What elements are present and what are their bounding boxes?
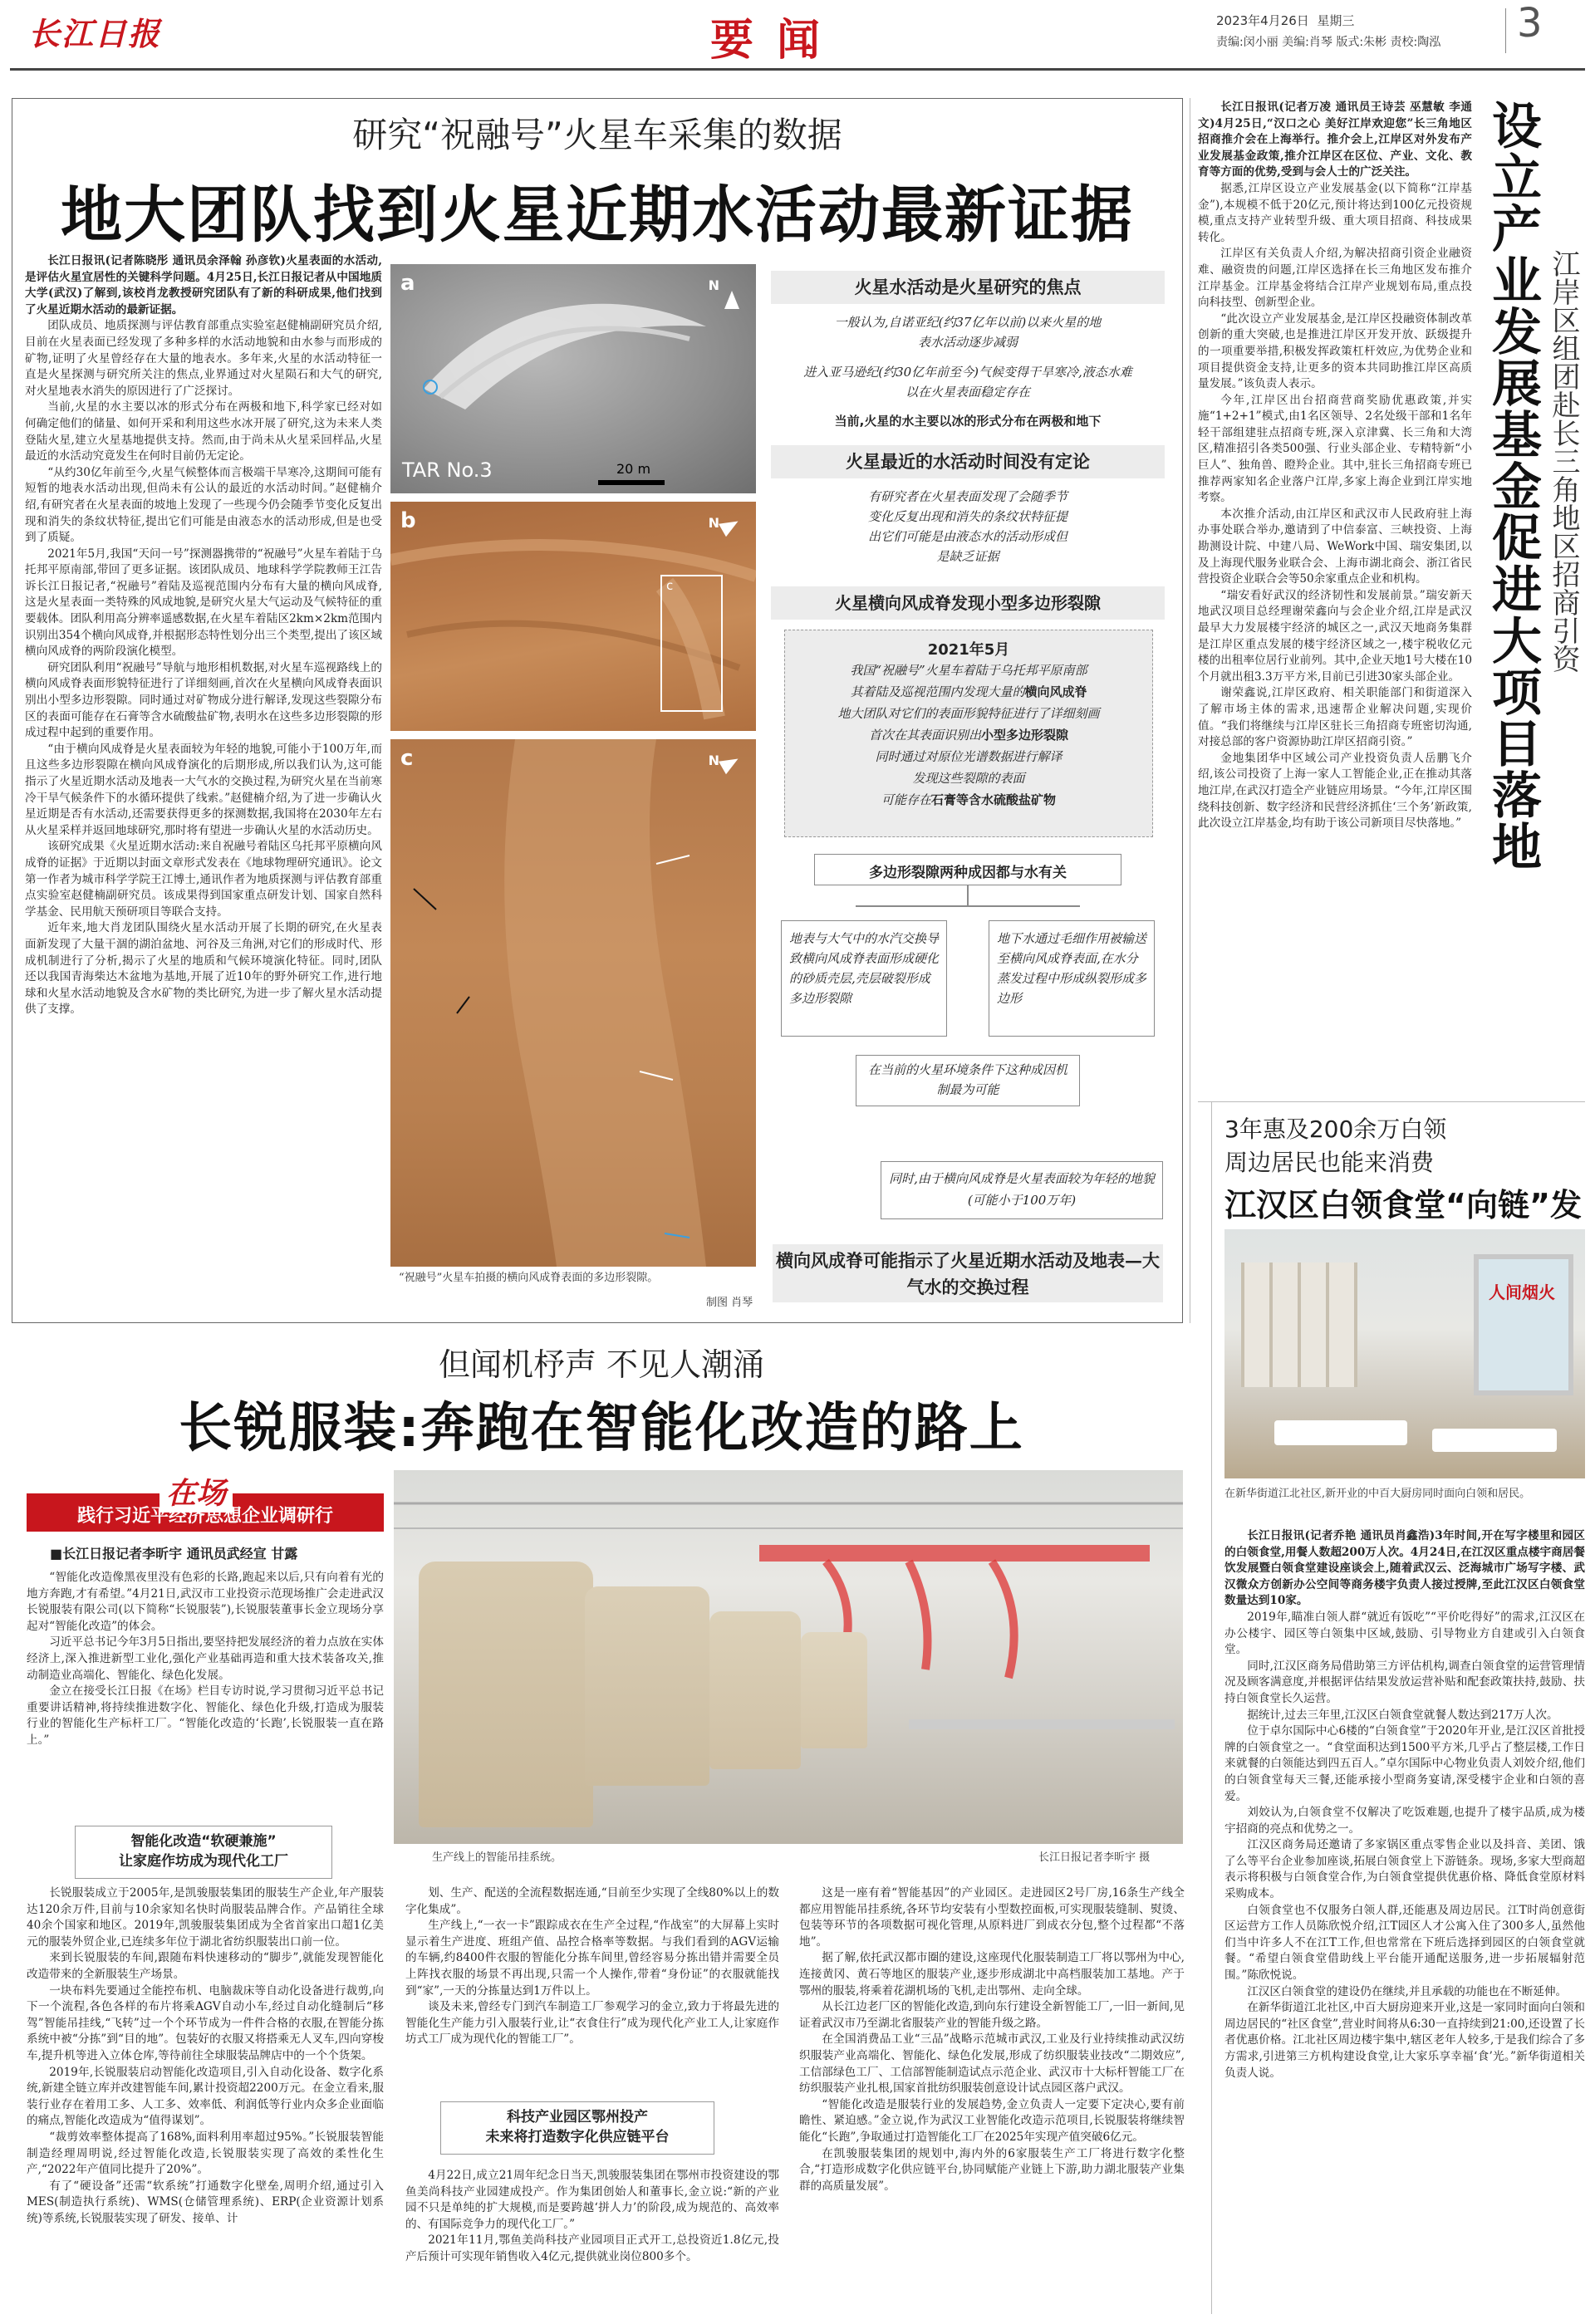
- north-a-label: N: [708, 277, 719, 293]
- garment-col1-p6: 有了“硬设备”还需“软系统”打通数字化壁垒,周明介绍,通过引入MES(制造执行系统)、WMS(仓储管理系统)、ERP(企业资源计划系统)等系统,长锐服装实现了研发、接单、计: [27, 2179, 384, 2225]
- factory-photo-credit: 长江日报记者李昕宇 摄: [1038, 1851, 1151, 1864]
- mars-body-p4: “从约30亿年前至今,火星气候整体而言极端干旱寒冷,这期间可能有短暂的地表水活动出现,但尚未有公认的最近的水活动时间。”赵健楠介绍,有研究者在火星表面的坡地上发现了一些现今仍会随季节变化反复出现和消失的条纹状特征,提出它们可能是由液态水的活动形成,但是也受到了质疑。: [25, 465, 382, 545]
- north-arrow-a-icon: [724, 291, 739, 309]
- canteen-body-p4: 据统计,过去三年里,江汉区白领食堂就餐人数达到217万人次。: [1247, 1708, 1558, 1722]
- garment-intro-p3: 金立在接受长江日报《在场》栏目专访时说,学习贯彻习近平总书记重要讲话精神,将持续推进数字化、智能化、绿色化升级,打造成为服装行业的智能化生产标杆工厂。“智能化改造的‘长跑’,长锐服装一直在路上。”: [27, 1684, 384, 1747]
- garment-col3-p3: 从长江边老厂区的智能化改造,到向东行建设全新智能工厂,一旧一新间,见证着武汉市乃至湖北省服装产业的智能升级之路。: [799, 2000, 1185, 2030]
- mars-photo-panel-a: [390, 264, 756, 493]
- jiangan-body-p8: 谢荣鑫说,江岸区政府、相关职能部门和街道深入了解市场主体的需求,迅速帮企业解决问题,实现价值。“我们将继续与江岸区驻长三角招商专班密切沟通,对接总部的客户资源协助江岸区招商引资。”: [1198, 686, 1472, 749]
- flow-branch-h: [856, 905, 1080, 907]
- garment-col-2: [405, 1885, 779, 2048]
- garment-intro-p2: 习近平总书记今年3月5日指出,要坚持把发展经济的着力点放在实体经济上,深入推进新型工业化,强化产业基础再造和重大技术装备攻关,推动制造业高端化、智能化、绿色化发展。: [27, 1635, 384, 1682]
- canteen-body-p10: 在新华街道江北社区,中百大厨房迎来开业,这是一家同时面向白领和周边居民的“社区食堂”,营业时间将从6:30一直持续到21:00,还设置了长者优惠价格。江北社区周边楼宇集中,辖区老年人较多,于是我们综合了多方需求,引进第三方机构建设食堂,让大家乐享幸福‘食’光。”新华街道相关负责人说。: [1224, 2001, 1585, 2080]
- weekday-text: 星期三: [1317, 13, 1355, 28]
- flow-text-5-2-wrap: [784, 683, 1153, 700]
- scale-label: 20 m: [616, 461, 651, 477]
- garment-col1-p1: 长锐服装成立于2005年,是凯骏服装集团的服装生产企业,年产服装达120余万件,目前与10余家知名快时尚服装品牌合作。产品销往全球40余个国家和地区。2019年,凯骏服装集团成为全省首家出口超1亿美元的服装外贸企业,已连续多年位于湖北省纺织服装出口前一位。: [27, 1886, 384, 1949]
- right-article-divider: [1198, 1101, 1585, 1102]
- detail-box: [660, 575, 723, 712]
- jiangan-body-p6: 本次推介活动,由江岸区和武汉市人民政府驻上海办事处联合举办,邀请到了中信泰富、三峡投资、上海勘测设计院、中建八局、WeWork中国、瑞安集团,以及上海现代服务业联合会、上海市湖北商会、浙江省民营投资企业联合会等50余家重点企业和机构。: [1198, 507, 1472, 586]
- editors-line: 责编:闵小丽 美编:肖琴 版式:朱彬 责校:陶泓: [1216, 36, 1441, 49]
- mars-body-p9: 近年来,地大肖龙团队围绕火星水活动开展了长期的研究,在火星表面新发现了大量干涸的湖泊盆地、河谷及三角洲,对它们的形成时代、形成机制进行了分析,揭示了火星的地质和气候环境演化特征。同时,团队还以我国青海柴达木盆地为基地,开展了近10年的野外研究工作,进行地球和火星水活动地貌及含水矿物的类比研究,为进一步了解火星水活动提供了支撑。: [25, 921, 382, 1017]
- flow-text-5-1: 我国“祝融号”火星车着陆于乌托邦平原南部: [850, 663, 1087, 678]
- masthead-rule: [10, 68, 1585, 71]
- garment-col-2-lower: [405, 2168, 779, 2266]
- subhead-1-box: [75, 1826, 332, 1879]
- flow-branch-line: [967, 885, 969, 905]
- garment-byline: ■长江日报记者李昕宇 通讯员武经宣 甘露: [50, 1546, 298, 1562]
- garment-col2-p5: 2021年11月,鄂鱼美尚科技产业园项目正式开工,总投资近1.8亿元,投产后预计可实现年销售收入4亿元,提供就业岗位800多个。: [405, 2233, 779, 2263]
- north-c-label: N: [708, 753, 719, 768]
- mars-body-p6: 研究团队利用“祝融号”导航与地形相机数据,对火星车巡视路线上的横向风成脊表面形貌特征进行了详细刻画,首次在火星横向风成脊表面识别出小型多边形裂隙。同时通过对矿物成分进行解译,发现这些裂隙分布区的表面可能存在石膏等含水硫酸盐矿物,表明水在这些多边形裂隙的形成过程中起到的重要作用。: [25, 660, 382, 740]
- mars-photo-panel-b: [390, 502, 756, 731]
- flow-text-5-4-wrap: [784, 726, 1153, 743]
- canteen-body-p6: 刘姣认为,白领食堂不仅解决了吃饭难题,也提升了楼宇品质,成为楼宇招商的亮点和优势之一。: [1224, 1806, 1585, 1836]
- flow-text-8: 同时,由于横向风成脊是火星表面较为年轻的地貌(可能小于100万年): [889, 1171, 1155, 1208]
- mars-body-p8: 该研究成果《火星近期水活动:来自祝融号着陆区乌托邦平原横向风成脊的证据》于近期以封面文章形式发表在《地球物理研究通讯》。论文第一作者为城市科学学院王江博士,通讯作者为地质探测与评估教育部重点实验室赵健楠副研究员。该成果得到国家重点研发计划、国家自然科学基金、民用航天预研项目等联合支持。: [25, 840, 382, 919]
- flow-keyword-gypsum: 石膏等含水硫酸盐矿物: [931, 792, 1057, 807]
- flow-text-5-7-wrap: [784, 791, 1153, 808]
- flow-cause-a: 地表与大气中的水汽交换导致横向风成脊表面形成硬化的砂质壳层,壳层破裂形成多边形裂隙: [789, 931, 940, 1006]
- garment-col2-p2: 生产线上,“一衣一卡”跟踪成衣在生产全过程,“作战室”的大屏幕上实时显示着生产进度、班组产值、品控合格率等数据。与我们看到的AGV运输的车辆,约8400件衣服的智能化分拣车间里,曾经容易分拣出错并需要全员上阵找衣服的场景不再出现,只需一个人操作,带着“身份证”的衣服就能找到“家”,一天的分拣量达到1万件以上。: [405, 1919, 779, 1998]
- mars-flow-infographic: [764, 264, 1171, 1311]
- garment-headline: 长锐服装:奔跑在智能化改造的路上: [179, 1398, 1024, 1459]
- mars-body-p2: 团队成员、地质探测与评估教育部重点实验室赵健楠副研究员介绍,目前在火星表面已经发现了多种多样的水活动地貌和由水参与而形成的矿物,证明了火星曾经存在大量的地表水。多年来,火星的水活动特征一直是火星探测与研究所关注的焦点,业界通过对火星陨石和大气的研究,对火星地表水消失的原因进行了广泛探讨。: [25, 319, 382, 398]
- mars-headline: 地大团队找到火星近期水活动最新证据: [61, 179, 1134, 251]
- panel-c-label: c: [400, 746, 414, 771]
- mars-kicker: 研究“祝融号”火星车采集的数据: [352, 115, 842, 155]
- panel-b-label: b: [400, 508, 416, 533]
- flow-keyword-cracks: 小型多边形裂隙: [981, 728, 1069, 743]
- jiangan-body-p7: “瑞安看好武汉的经济韧性和发展前景。”瑞安新天地武汉项目总经理谢荣鑫向与会企业介绍,江岸是武汉最早大力发展楼宇经济的城区之一,武汉天地商务集群是江岸区重点发展的楼宇经济区域之一,楼宇税收亿元楼的出租率位居行业前列。其中,企业天地1号大楼在10个月就出租3.3万平方米,目前已引进30家头部企业。: [1198, 588, 1472, 684]
- jiangan-subheadline: 江岸区组团赴长三角地区招商引资: [1547, 249, 1580, 673]
- subhead-2-box: [440, 2101, 714, 2155]
- mars-ridge-surface-c: [390, 739, 756, 1267]
- garment-col3-p4: 在全国消费品工业“三品”战略示范城市武汉,工业及行业持续推动武汉纺织服装产业高端化、智能化、绿色化发展,形成了纺织服装业技改“二期效应”,工信部绿色工厂、工信部智能制造试点示范企业、武汉市十大标杆智能工厂在纺织服装产业扎根,国家首批纺织服装创意设计试点园区落户武汉。: [799, 2032, 1185, 2096]
- flow-text-5-7: 可能存在: [881, 792, 931, 807]
- canteen-wall-shelf: [1241, 1263, 1357, 1387]
- canteen-kicker: 3年惠及200余万白领: [1224, 1115, 1447, 1143]
- canteen-photo: [1224, 1229, 1585, 1478]
- flow-text-1: 一般认为,自诺亚纪(约37亿年以前)以来火星的地表水活动逐步减弱: [834, 315, 1102, 350]
- mars-body: [25, 253, 382, 1018]
- north-b-label: N: [708, 515, 719, 531]
- canteen-table-1: [1274, 1420, 1407, 1445]
- mars-photo-caption: “祝融号”火星车拍摄的横向风成脊表面的多边形裂隙。: [399, 1272, 659, 1284]
- flow-keyword-ridge: 横向风成脊: [1024, 684, 1087, 699]
- garment-col2-p1: 划、生产、配送的全流程数据连通,“目前至少实现了全线80%以上的数字化集成”。: [405, 1886, 779, 1916]
- jacket-3: [709, 1611, 801, 1769]
- subhead-2b: 未来将打造数字化供应链平台: [485, 2129, 670, 2145]
- canteen-body-p7: 江汉区商务局还邀请了多家锅区重点零售企业以及抖音、美团、饿了么等平台企业参加座谈,拓展白领食堂上下游链条。现场,多家大型商超表示将积极与白领食堂合作,为白领食堂提供优惠价格、降低食堂原材料采购成本。: [1224, 1838, 1585, 1901]
- flow-year: 2021年5月: [927, 641, 1010, 659]
- mars-body-p3: 当前,火星的水主要以冰的形式分布在两极和地下,科学家已经对如何确定他们的储量、如何开采和利用这些水冰开展了研究,这为未来人类登陆火星,建立火星基地提供支持。然而,由于尚未从火星采回样品,火星最近的水活动究竟发生在何时目前仍无定论。: [25, 400, 382, 463]
- flow-heading-1: 火星水活动是火星研究的焦点: [771, 271, 1165, 304]
- flow-text-2: 进入亚马逊纪(约30亿年前至今)气候变得干旱寒冷,液态水难以在火星表面稳定存在: [803, 365, 1132, 400]
- flow-text-5-2: 其着陆及巡视范围内发现大量的: [850, 684, 1025, 699]
- canteen-body-p8: 白领食堂也不仅服务白领人群,还能惠及周边居民。江T时尚创意街区运营方工作人员陈欣悦介绍,江T园区人才公寓入住了300多人,虽然他们当中许多人不在江T工作,但也常常在下班后选择到园区的白领食堂就餐。“希望白领食堂借助线上平台能开通配送服务,进一步拓展辐射范围。”陈欣悦说。: [1224, 1903, 1585, 1983]
- garment-kicker: 但闻机杼声 不见人潮涌: [438, 1346, 765, 1383]
- masthead: [0, 0, 1595, 65]
- subhead-1b: 让家庭作坊成为现代化工厂: [119, 1853, 288, 1870]
- garment-col3-p2: 据了解,依托武汉都市圈的建设,这座现代化服装制造工厂将以鄂州为中心,连接黄冈、黄石等地区的服装产业,逐步形成湖北中高档服装加工基地。产于鄂州的服装,将乘着花湖机场的飞机,走出鄂州、走向全球。: [799, 1951, 1185, 1998]
- garment-col-3: [799, 1885, 1185, 2194]
- jacket-4: [801, 1632, 867, 1748]
- flow-text-5-5: 同时通过对原位光谱数据进行解译: [875, 749, 1063, 764]
- garment-col3-p1: 这是一座有着“智能基因”的产业园区。走进园区2号厂房,16条生产线全都应用智能吊挂系统,各环节均安装有小型数控面板,可实现服装缝制、熨烫、包装等环节的各项数据可视化管理,从原料进厂到成衣分包,整个过程都“不落地”。: [799, 1886, 1185, 1949]
- garment-col3-p5: “智能化改造是服装行业的发展趋势,金立负责人一定要下定决心,要有前瞻性、紧迫感。”金立说,作为武汉工业智能化改造示范项目,长锐服装将继续智能化“长跑”,争取通过打造智能化工厂在2025年实现产值突破6亿元。: [799, 2097, 1185, 2144]
- flow-heading-2: 火星最近的水活动时间没有定论: [771, 445, 1165, 478]
- mars-body-p7: “由于横向风成脊是火星表面较为年轻的地貌,可能小于100万年,而且这些多边形裂隙在横向风成脊演化的后期形成,所以我们认为,这可能指示了火星近期水活动及地表一大气水的交换过程,为研究火星在当前寒冷干旱气候条件下的水循环提供了线索。”赵健楠介绍,为了进一步确认火星近期是否有水活动,还需要获得更多的探测数据,我国将在2030年左右从火星采样并返回地球研究,那时将有望进一步确认火星的水活动历史。: [25, 742, 382, 837]
- jacket-2: [585, 1586, 709, 1786]
- mars-body-p1: 长江日报讯(记者陈晓彤 通讯员余泽翰 孙彦钦)火星表面的水活动,是评估火星宜居性的关键科学问题。4月25日,长江日报记者从中国地质大学(武汉)了解到,该校肖龙教授研究团队有了新的科研成果,他们找到了火星近期水活动的最新证据。: [25, 254, 382, 316]
- flow-cause-b: 地下水通过毛细作用被输送至横向风成脊表面,在水分蒸发过程中形成纵裂形成多边形: [997, 931, 1147, 1006]
- canteen-body-p3: 同时,江汉区商务局借助第三方评估机构,调查白领食堂的运营管理情况及顾客满意度,并根据评估结果发放运营补贴和配套政策扶持,鼓励、扶持白领食堂长久运营。: [1224, 1659, 1585, 1705]
- canteen-photo-caption: 在新华街道江北社区,新开业的中百大厨房同时面向白领和居民。: [1224, 1488, 1531, 1500]
- canteen-headline: 江汉区白领食堂“向链”发: [1224, 1187, 1582, 1223]
- canteen-table-2: [1432, 1429, 1557, 1452]
- column-logo: 在场: [160, 1470, 233, 1513]
- garment-intro: [27, 1570, 384, 1749]
- canteen-kicker-2: 周边居民也能来消费: [1224, 1149, 1435, 1176]
- garment-col2-p4: 4月22日,成立21周年纪念日当天,凯骏服装集团在鄂州市投资建设的鄂鱼美尚科技产业园建成投产。作为集团创始人和董事长,金立说:“新的产业园不只是单纯的扩大规模,而是要跨越‘拼人力’的阶段,成为规范的、高效率的、有国际竞争力的现代化工厂。”: [405, 2169, 779, 2231]
- scale-bar: [598, 480, 665, 485]
- jiangan-headline: 设立产业发展基金促进大项目落地: [1484, 100, 1542, 872]
- canteen-body-p5: 位于卓尔国际中心6楼的“白领食堂”于2020年开业,是江汉区首批授牌的白领食堂之一。“食堂面积达到1500平方米,几乎占了整层楼,工作日来就餐的白领能达到四五百人。”卓尔国际中心物业负责人刘姣介绍,他们的白领食堂每天三餐,还能承接小型商务宴请,深受楼宇企业和白领的喜爱。: [1224, 1724, 1585, 1803]
- jacket-1: [419, 1562, 593, 1827]
- canteen-body-p2: 2019年,瞄准白领人群“就近有饭吃”“平价吃得好”的需求,江汉区在办公楼宇、园区等白领集中区域,鼓励、引导物业方自建或引入白领食堂。: [1224, 1610, 1585, 1657]
- date-text: 2023年4月26日: [1216, 13, 1309, 28]
- factory-photo-caption: 生产线上的智能吊挂系统。: [432, 1851, 562, 1864]
- jiangan-body-p3: 江岸区有关负责人介绍,为解决招商引资企业融资难、融资贵的问题,江岸区选择在长三角地区发布推介江岸基金。江岸基金将结合江岸产业规划布局,重点投向科技型、创新型企业。: [1198, 247, 1472, 310]
- jiangan-body-p4: “此次设立产业发展基金,是江岸区投融资体制改革创新的重大突破,也是推进江岸区开发开放、跃级提升的一项重要举措,积极发挥政策杠杆效应,为优势企业和项目提供资金支持,让更多的资本共同助推江岸区高质量发展。”该负责人表示。: [1198, 311, 1472, 391]
- page-number-divider: [1505, 8, 1506, 53]
- jiangan-body-p2: 据悉,江岸区设立产业发展基金(以下简称“江岸基金”),本规模不低于20亿元,预计将达到100亿元投资规模,重点支持产业转型升级、重大项目招商、科技成果转化。: [1198, 181, 1472, 244]
- panel-a-label: a: [400, 271, 415, 296]
- issue-date: [1216, 12, 1354, 29]
- flow-text-5-4: 首次在其表面识别出: [868, 728, 981, 743]
- detail-box-label: c: [666, 578, 674, 593]
- jiangan-body: [1198, 100, 1472, 832]
- garment-intro-p1: “智能化改造像黑夜里没有色彩的长路,跑起来以后,只有向着有光的地方奔跑,才有希望。”4月21日,武汉市工业投资示范现场推广会走进武汉长锐服装有限公司(以下简称“长锐服装”),长锐服装董事长金立现场分享起对“智能化改造”的体会。: [27, 1571, 384, 1633]
- garment-col1-p3: 一块布料先要通过全能控布机、电脑裁床等自动化设备进行裁剪,向下一个流程,各色各样的布片将乘AGV自动小车,经过自动化缝制后“移驾”智能吊挂线,“飞转”过一个个环节成为一件件合格的衣服,在智能分拣系统中被“分拣”到“目的地”。包装好的衣服又将搭乘无人叉车,四向穿梭车,提升机等进入立体仓库,等待前往全球服装品牌店中的一个个货架。: [27, 1983, 384, 2062]
- flow-text-5-6: 发现这些裂隙的表面: [912, 771, 1025, 786]
- flow-text-7: 在当前的火星环境条件下这种成因机制最为可能: [867, 1062, 1067, 1097]
- canteen-body: [1224, 1528, 1585, 2081]
- garment-col2-p3: 谈及未来,曾经专门到汽车制造工厂参观学习的金立,致力于将最先进的智能化生产能力引入服装行业,让“衣食住行”成为现代化产业工人,让家庭作坊式工厂成为现代化的智能工厂”。: [405, 2000, 779, 2047]
- garment-col1-p5: “裁剪效率整体提高了168%,面料利用率超过95%。”长锐服装智能制造经理周明说,经过智能化改造,长锐服装实现了高效的柔性化生产,“2022年产值同比提升了20%”。: [27, 2130, 384, 2177]
- subhead-1: 智能化改造“软硬兼施”: [130, 1833, 277, 1850]
- flow-heading-3: 火星横向风成脊发现小型多边形裂隙: [771, 586, 1165, 620]
- canteen-body-p1: 长江日报讯(记者乔艳 通讯员肖鑫浩)3年时间,开在写字楼里和园区的白领食堂,用餐人数超200万人次。4月24日,在江汉区重点楼宇商居餐饮发展暨白领食堂建设座谈会上,随着武汉云、泛海城市广场写字楼、武汉微众方创新办公空间等商务楼宇负责人接过授牌,至此江汉区白领食堂数量达到10家。: [1224, 1529, 1585, 1608]
- page-number: 3: [1517, 0, 1543, 47]
- canteen-wall-panel: [1474, 1254, 1573, 1395]
- column-title: 践行习近平经济思想企业调研行: [76, 1506, 333, 1527]
- flow-heading-5: 横向风成脊可能指示了火星近期水活动及地表—大气水的交换过程: [773, 1244, 1163, 1302]
- mars-body-p5: 2021年5月,我国“天问一号”探测器携带的“祝融号”火星车着陆于乌托邦平原南部,带回了更多证据。该团队成员、地球科学学院教师王江告诉长江日报记者,“祝融号”着陆及巡视范围内分布有大量的横向风成脊,这是火星表面一类特殊的风成地貌,是研究火星大气运动及气候特征的重要载体。团队利用高分辨率遥感数据,在火星车着陆区2km×2km范围内识别出354个横向风成脊,并根据形态特性划分出三个类型,提出了该区域横向风成脊的两阶段演化模型。: [25, 547, 382, 659]
- subhead-2: 科技产业园区鄂州投产: [507, 2109, 648, 2125]
- factory-photo: [394, 1470, 1183, 1844]
- flow-text-3: 当前,火星的水主要以冰的形式分布在两极和地下: [834, 414, 1102, 429]
- canteen-body-p9: 江汉区白领食堂的建设仍在继续,并且承载的功能也在不断延伸。: [1247, 1984, 1568, 1998]
- jiangan-body-p9: 金地集团华中区域公司产业投资负责人岳鹏飞介绍,该公司投资了上海一家人工智能企业,正在推动其落地江岸,在武汉打造全产业链应用场景。“今年,江岸区围绕科技创新、数字经济和民营经济抓住‘三个务’新政策,此次设立江岸基金,均有助于该公司新项目尽快落地。”: [1198, 751, 1472, 831]
- mars-graphic-credit: 制图 肖琴: [706, 1297, 753, 1309]
- newspaper-logo: 长江日报: [28, 15, 162, 52]
- column-banner: [27, 1470, 384, 1532]
- garment-col3-p6: 在凯骏服装集团的规划中,海内外的6家服装生产工厂将进行数字化整合,“打造形成数字化供应链平台,协同赋能产业链上下游,助力湖北服装产业集群的高质量发展”。: [799, 2146, 1185, 2193]
- garment-col1-p2: 来到长锐服装的车间,跟随布料快速移动的“脚步”,就能发现智能化改造带来的全新服装生产场景。: [27, 1951, 384, 1981]
- jiangan-body-p1: 长江日报讯(记者万凌 通讯员王诗芸 巫慧敏 李通文)4月25日,“汉口之心 美好江岸欢迎您”长三角地区招商推介会在上海举行。推介会上,江岸区对外发布产业发展基金政策,推介江岸区在区位、产业、文化、教育等方面的优势,受到与会人士的广泛关注。: [1198, 101, 1472, 179]
- flow-text-5-3: 地大团队对它们的表面形貌特征进行了详细刻画: [837, 706, 1100, 721]
- tar-label: TAR No.3: [402, 458, 493, 482]
- garment-col1-p4: 2019年,长锐服装启动智能化改造项目,引入自动化设备、数字化系统,新建全链立库并改建智能车间,累计投资超2200万元。在金立看来,服装行业存在着用工多、人工多、效率低、利润低等行业内众多企业面临的痛点,智能化改造成为“值得谋划”。: [27, 2065, 384, 2128]
- jiangan-body-p5: 今年,江岸区出台招商营商奖励优惠政策,并实施“1+2+1”模式,由1名区领导、2名处级干部和1名年轻干部组建驻点招商专班,深入京津冀、长三角和大湾区,精准招引各类500强、行业头部企业、专精特新“小巨人”、独角兽、瞪羚企业。其中,驻长三角招商专班已推荐两家知名企业落户江岸,多家上海企业到江岸实地考察。: [1198, 393, 1472, 505]
- flow-heading-4: 多边形裂隙两种成因都与水有关: [869, 865, 1067, 881]
- canteen-sign: 人间烟火: [1489, 1282, 1555, 1302]
- lower-right-divider: [1211, 1101, 1212, 2314]
- mars-photo-panel-c: [390, 739, 756, 1267]
- garment-col-1: [27, 1885, 384, 2227]
- flow-text-4: 有研究者在火星表面发现了会随季节变化反复出现和消失的条纹状特征提出它们可能是由液态水的活动形成但是缺乏证据: [867, 489, 1067, 564]
- section-title: 要闻: [710, 16, 844, 66]
